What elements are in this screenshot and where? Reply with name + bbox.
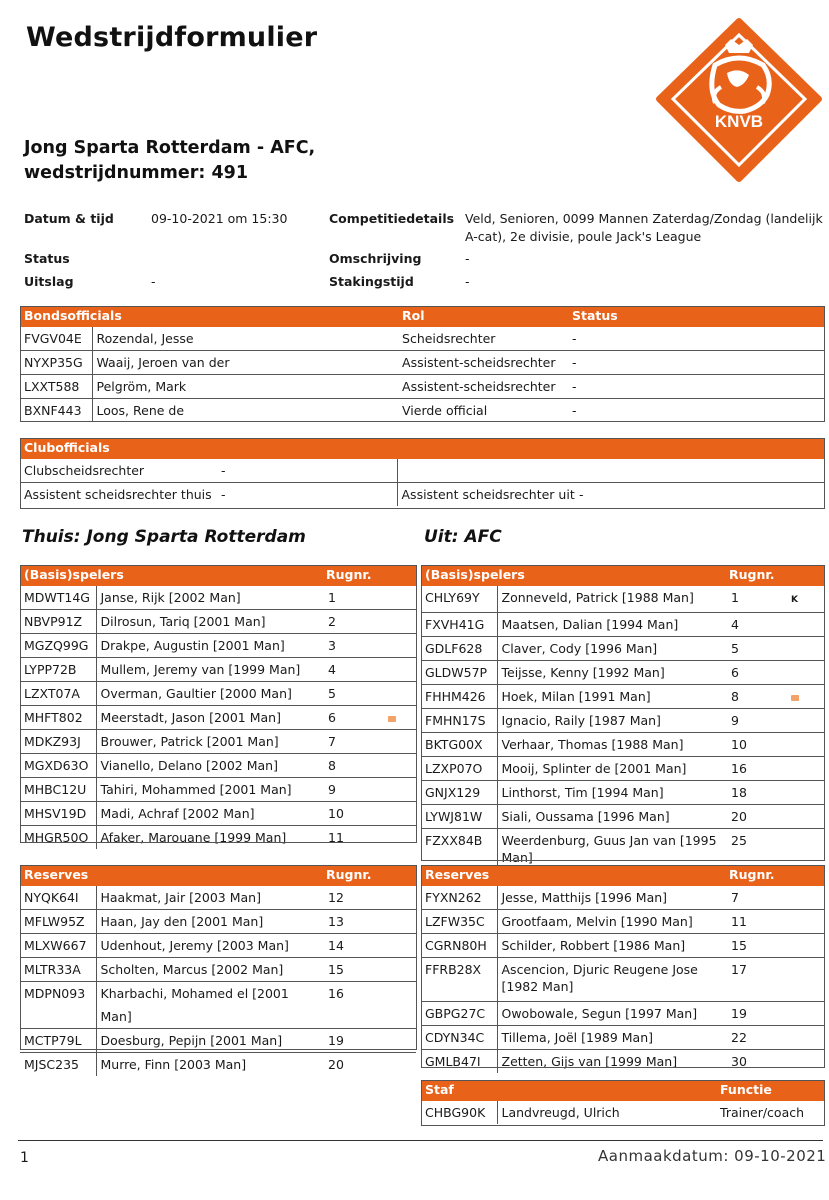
shirt-number — [322, 610, 416, 634]
player-code: GMLB47I — [421, 1050, 497, 1074]
shirt-number-value: 12 — [328, 890, 344, 905]
shirt-number-value: 4 — [328, 662, 336, 677]
player-name: Owobowale, Segun [1997 Man] — [497, 1002, 725, 1026]
shirt-number — [725, 586, 824, 613]
player-name: Udenhout, Jeremy [2003 Man] — [96, 934, 322, 958]
player-row — [421, 757, 824, 781]
player-name: Verhaar, Thomas [1988 Man] — [497, 733, 725, 757]
player-code: LYPP72B — [20, 658, 96, 682]
clubscheidsrechter-label: Clubscheidsrechter — [24, 463, 145, 478]
shirt-number — [725, 661, 824, 685]
player-code: MHFT802 — [20, 706, 96, 730]
away-reserves-num-header: Rugnr. — [725, 865, 824, 886]
player-row — [20, 886, 416, 910]
clubofficial-row — [20, 459, 824, 483]
player-name: Brouwer, Patrick [2001 Man] — [96, 730, 322, 754]
shirt-number-value: 1 — [328, 590, 336, 605]
player-code: BKTG00X — [421, 733, 497, 757]
player-name: Jesse, Matthijs [1996 Man] — [501, 890, 668, 905]
shirt-number — [322, 778, 416, 802]
player-code: MDPN093 — [20, 982, 96, 1029]
player-code: GLDW57P — [421, 661, 497, 685]
shirt-number — [725, 805, 824, 829]
official-row — [20, 375, 824, 399]
shirt-number-value: 15 — [731, 938, 747, 953]
player-row — [421, 886, 824, 910]
shirt-number — [725, 781, 824, 805]
yellow-card-icon — [388, 716, 396, 722]
player-name: Hoek, Milan [1991 Man] — [497, 685, 725, 709]
player-name: Drakpe, Augustin [2001 Man] — [96, 634, 322, 658]
shirt-number-value: 6 — [731, 665, 739, 680]
shirt-number-value: 2 — [328, 614, 336, 629]
document-title: Wedstrijdformulier — [26, 22, 318, 53]
bondsofficials-table — [20, 306, 824, 422]
staff-function: Trainer/coach — [720, 1105, 805, 1120]
official-row — [20, 399, 824, 423]
club-empty-label — [397, 459, 575, 483]
staking-value: - — [465, 274, 470, 289]
shirt-number-value: 20 — [328, 1057, 344, 1072]
official-role: Assistent-scheidsrechter — [398, 351, 568, 375]
player-code: MHBC12U — [20, 778, 96, 802]
player-name: Zonneveld, Patrick [1988 Man] — [501, 590, 694, 605]
shirt-number-value: 1 — [731, 590, 739, 605]
official-role: Scheidsrechter — [402, 331, 496, 346]
footer-divider — [18, 1140, 823, 1141]
captain-marker: K — [791, 595, 798, 605]
omschrijving-label: Omschrijving — [329, 251, 422, 266]
player-code: FXVH41G — [421, 613, 497, 637]
official-status: - — [572, 331, 577, 346]
omschrijving-value: - — [465, 251, 470, 266]
assistent-thuis-label: Assistent scheidsrechter thuis — [20, 483, 217, 507]
player-row — [421, 661, 824, 685]
player-name: Vianello, Delano [2002 Man] — [96, 754, 322, 778]
player-name: Dilrosun, Tariq [2001 Man] — [96, 610, 322, 634]
player-name: Mooij, Splinter de [2001 Man] — [497, 757, 725, 781]
match-title — [24, 136, 315, 186]
player-name: Siali, Oussama [1996 Man] — [497, 805, 725, 829]
player-code: NBVP91Z — [20, 610, 96, 634]
player-row — [20, 826, 416, 850]
player-code: NYQK64I — [20, 886, 96, 910]
official-status: - — [568, 351, 824, 375]
player-name: Tahiri, Mohammed [2001 Man] — [96, 778, 322, 802]
player-name: Zetten, Gijs van [1999 Man] — [497, 1050, 725, 1074]
shirt-number — [725, 757, 824, 781]
player-name: Kharbachi, Mohamed el [2001 Man] — [96, 982, 322, 1029]
player-row — [421, 613, 824, 637]
uitslag-label: Uitslag — [24, 274, 74, 289]
player-row — [20, 610, 416, 634]
official-name: Loos, Rene de — [92, 399, 398, 423]
shirt-number-value: 16 — [328, 986, 344, 1001]
shirt-number — [322, 934, 416, 958]
match-number: wedstrijdnummer: 491 — [24, 163, 249, 183]
shirt-number — [322, 886, 416, 910]
competitie-label: Competitiedetails — [329, 211, 455, 226]
club-empty-value — [575, 459, 824, 483]
player-name: Haan, Jay den [2001 Man] — [96, 910, 322, 934]
shirt-number-value: 5 — [328, 686, 336, 701]
player-row — [20, 934, 416, 958]
datum-value: 09-10-2021 om 15:30 — [151, 211, 288, 226]
player-row — [20, 658, 416, 682]
official-role: Vierde official — [398, 399, 568, 423]
shirt-number — [322, 706, 416, 730]
player-row — [421, 733, 824, 757]
official-role: Assistent-scheidsrechter — [398, 375, 568, 399]
shirt-number — [725, 886, 824, 910]
clubofficials-table — [20, 438, 824, 506]
player-row — [20, 958, 416, 982]
shirt-number — [725, 685, 824, 709]
shirt-number-value: 15 — [328, 962, 344, 977]
player-name: Linthorst, Tim [1994 Man] — [497, 781, 725, 805]
shirt-number-value: 18 — [731, 785, 747, 800]
player-row — [20, 982, 416, 1029]
away-basis-header: (Basis)spelers — [421, 565, 725, 586]
player-row — [421, 781, 824, 805]
player-code: MLTR33A — [20, 958, 96, 982]
player-name: Claver, Cody [1996 Man] — [497, 637, 725, 661]
official-status: - — [568, 375, 824, 399]
player-name: Weerdenburg, Guus Jan van [1995 Man] — [497, 829, 725, 873]
shirt-number-value: 13 — [328, 914, 344, 929]
player-name: Grootfaam, Melvin [1990 Man] — [497, 910, 725, 934]
away-reserves-table — [421, 865, 824, 1073]
clubscheidsrechter-value: - — [217, 459, 397, 483]
shirt-number-value: 17 — [731, 962, 747, 977]
player-row — [20, 586, 416, 610]
player-name: Haakmat, Jair [2003 Man] — [100, 890, 261, 905]
shirt-number — [725, 934, 824, 958]
official-row — [20, 351, 824, 375]
player-code: MHSV19D — [20, 802, 96, 826]
player-row — [421, 910, 824, 934]
player-name: Murre, Finn [2003 Man] — [96, 1053, 322, 1077]
staff-function-header: Functie — [716, 1080, 824, 1101]
staff-header: Staf — [421, 1080, 716, 1101]
player-row — [421, 1050, 824, 1074]
player-row — [421, 1002, 824, 1026]
official-code: FVGV04E — [20, 327, 92, 351]
assistent-uit-label: Assistent scheidsrechter uit — [397, 483, 575, 507]
player-code: MJSC235 — [20, 1053, 96, 1077]
home-reserves-header: Reserves — [20, 865, 322, 886]
competitie-value-line1: Veld, Senioren, 0099 Mannen Zaterdag/Zondag (landelijk — [465, 211, 823, 226]
staff-table — [421, 1080, 824, 1124]
player-row — [421, 805, 824, 829]
shirt-number-value: 10 — [328, 806, 344, 821]
player-row — [20, 1053, 416, 1077]
shirt-number — [322, 754, 416, 778]
player-code: FFRB28X — [421, 958, 497, 1002]
shirt-number — [322, 586, 416, 610]
logo-text: KNVB — [714, 112, 764, 131]
home-reserves-num-header: Rugnr. — [322, 865, 416, 886]
shirt-number-value: 22 — [731, 1030, 747, 1045]
staff-code: CHBG90K — [421, 1101, 497, 1125]
player-code: MLXW667 — [20, 934, 96, 958]
player-code: MDKZ93J — [20, 730, 96, 754]
shirt-number-value: 7 — [731, 890, 739, 905]
player-code: FMHN17S — [421, 709, 497, 733]
shirt-number — [322, 802, 416, 826]
shirt-number-value: 10 — [731, 737, 747, 752]
staff-row — [421, 1101, 824, 1125]
status-label: Status — [24, 251, 70, 266]
assistent-uit-value: - — [575, 483, 824, 507]
shirt-number — [322, 1053, 416, 1077]
shirt-number-value: 4 — [731, 617, 739, 632]
player-row — [421, 958, 824, 1002]
home-basis-header: (Basis)spelers — [20, 565, 322, 586]
bondsofficials-header: Bondsofficials — [20, 306, 398, 327]
player-name: Scholten, Marcus [2002 Man] — [96, 958, 322, 982]
player-code: LZFW35C — [421, 910, 497, 934]
player-row — [20, 778, 416, 802]
shirt-number — [725, 958, 824, 1002]
player-code: GDLF628 — [421, 637, 497, 661]
shirt-number-value: 8 — [328, 758, 336, 773]
player-name: Ignacio, Raily [1987 Man] — [497, 709, 725, 733]
player-row — [20, 1029, 416, 1053]
player-row — [20, 802, 416, 826]
official-name: Pelgröm, Mark — [92, 375, 398, 399]
rol-header: Rol — [398, 306, 568, 327]
official-status: - — [568, 399, 824, 423]
staking-label: Stakingstijd — [329, 274, 414, 289]
player-code: CGRN80H — [421, 934, 497, 958]
shirt-number-value: 19 — [731, 1006, 747, 1021]
player-name: Maatsen, Dalian [1994 Man] — [497, 613, 725, 637]
player-code: MDWT14G — [20, 586, 96, 610]
home-basis-num-header: Rugnr. — [322, 565, 416, 586]
home-basis-table — [20, 565, 416, 849]
player-row — [20, 706, 416, 730]
player-row — [421, 586, 824, 613]
shirt-number — [725, 1002, 824, 1026]
home-team-title: Thuis: Jong Sparta Rotterdam — [22, 527, 306, 547]
shirt-number — [322, 658, 416, 682]
shirt-number — [322, 730, 416, 754]
clubofficials-header: Clubofficials — [20, 438, 824, 459]
official-code: LXXT588 — [20, 375, 92, 399]
player-name: Mullem, Jeremy van [1999 Man] — [96, 658, 322, 682]
player-name: Tillema, Joël [1989 Man] — [497, 1026, 725, 1050]
player-code: LZXP07O — [421, 757, 497, 781]
shirt-number — [322, 982, 416, 1029]
player-row — [421, 709, 824, 733]
shirt-number — [725, 1050, 824, 1074]
player-code: LZXT07A — [20, 682, 96, 706]
shirt-number-value: 8 — [731, 689, 739, 704]
player-code: CHLY69Y — [421, 586, 497, 613]
shirt-number — [725, 709, 824, 733]
shirt-number — [725, 1026, 824, 1050]
datum-label: Datum & tijd — [24, 211, 114, 226]
shirt-number-value: 6 — [328, 710, 336, 725]
staff-name: Landvreugd, Ulrich — [501, 1105, 620, 1120]
official-name: Rozendal, Jesse — [96, 331, 194, 346]
shirt-number — [725, 910, 824, 934]
clubofficial-row — [20, 483, 824, 507]
player-code: GNJX129 — [421, 781, 497, 805]
player-row — [20, 754, 416, 778]
competitie-value-line2: A-cat), 2e divisie, poule Jack's League — [465, 229, 702, 244]
shirt-number-value: 11 — [328, 830, 344, 845]
away-reserves-header: Reserves — [421, 865, 725, 886]
player-name: Overman, Gaultier [2000 Man] — [96, 682, 322, 706]
page-number: 1 — [20, 1150, 29, 1166]
shirt-number-value: 19 — [328, 1033, 344, 1048]
away-basis-num-header: Rugnr. — [725, 565, 824, 586]
player-name: Teijsse, Kenny [1992 Man] — [497, 661, 725, 685]
official-code: NYXP35G — [20, 351, 92, 375]
player-row — [20, 634, 416, 658]
shirt-number-value: 3 — [328, 638, 336, 653]
shirt-number-value: 9 — [731, 713, 739, 728]
home-reserves-table — [20, 865, 416, 1076]
player-code: MFLW95Z — [20, 910, 96, 934]
status-header: Status — [568, 306, 824, 327]
player-name: Meerstadt, Jason [2001 Man] — [96, 706, 322, 730]
shirt-number — [322, 958, 416, 982]
shirt-number-value: 9 — [328, 782, 336, 797]
player-name: Afaker, Marouane [1999 Man] — [96, 826, 322, 850]
player-code: MGXD63O — [20, 754, 96, 778]
official-code: BXNF443 — [20, 399, 92, 423]
shirt-number-value: 25 — [731, 833, 747, 848]
player-row — [421, 1026, 824, 1050]
shirt-number — [322, 634, 416, 658]
official-row — [20, 327, 824, 351]
shirt-number-value: 5 — [731, 641, 739, 656]
player-row — [20, 682, 416, 706]
player-name: Ascencion, Djuric Reugene Jose [1982 Man] — [497, 958, 725, 1002]
official-name: Waaij, Jeroen van der — [92, 351, 398, 375]
player-name: Janse, Rijk [2002 Man] — [100, 590, 241, 605]
knvb-logo — [655, 17, 823, 182]
player-code: MGZQ99G — [20, 634, 96, 658]
player-name: Schilder, Robbert [1986 Man] — [497, 934, 725, 958]
creation-date: Aanmaakdatum: 09-10-2021 — [598, 1147, 827, 1165]
shirt-number — [725, 637, 824, 661]
assistent-thuis-value: - — [217, 483, 397, 507]
shirt-number-value: 14 — [328, 938, 344, 953]
shirt-number — [322, 1029, 416, 1053]
shirt-number-value: 7 — [328, 734, 336, 749]
yellow-card-icon — [791, 695, 799, 701]
player-code: MCTP79L — [20, 1029, 96, 1053]
shirt-number-value: 20 — [731, 809, 747, 824]
player-row — [421, 934, 824, 958]
player-name: Doesburg, Pepijn [2001 Man] — [96, 1029, 322, 1053]
match-teams: Jong Sparta Rotterdam - AFC, — [24, 138, 316, 158]
shirt-number — [322, 910, 416, 934]
player-row — [20, 910, 416, 934]
player-code: CDYN34C — [421, 1026, 497, 1050]
shirt-number — [322, 826, 416, 850]
player-code: FZXX84B — [421, 829, 497, 873]
player-code: LYWJ81W — [421, 805, 497, 829]
player-code: FHHM426 — [421, 685, 497, 709]
shirt-number-value: 30 — [731, 1054, 747, 1069]
away-team-title: Uit: AFC — [424, 527, 502, 547]
shirt-number-value: 16 — [731, 761, 747, 776]
away-basis-table — [421, 565, 824, 872]
shirt-number — [322, 682, 416, 706]
player-row — [421, 637, 824, 661]
player-name: Madi, Achraf [2002 Man] — [96, 802, 322, 826]
player-row — [20, 730, 416, 754]
player-row — [421, 685, 824, 709]
shirt-number — [725, 613, 824, 637]
shirt-number-value: 11 — [731, 914, 747, 929]
player-code: GBPG27C — [421, 1002, 497, 1026]
player-code: FYXN262 — [421, 886, 497, 910]
uitslag-value: - — [151, 274, 156, 289]
player-code: MHGR50O — [20, 826, 96, 850]
shirt-number — [725, 733, 824, 757]
